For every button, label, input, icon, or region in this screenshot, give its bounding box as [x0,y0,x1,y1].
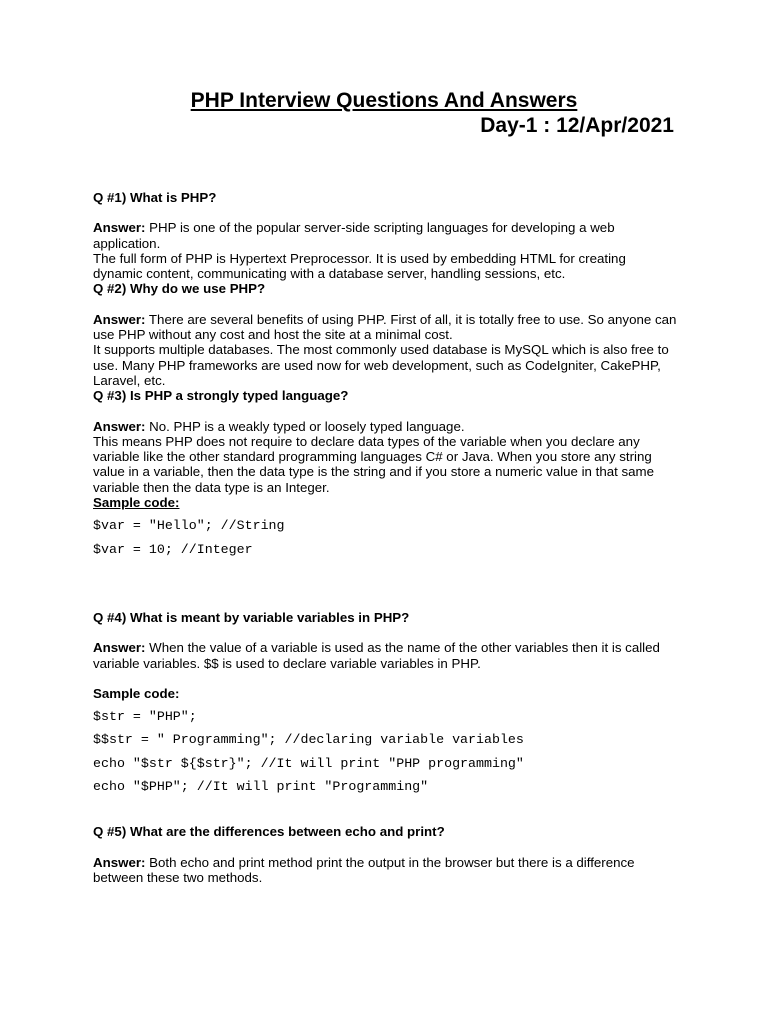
code-line: $str = "PHP"; [93,709,197,725]
answer-label: Answer: [93,640,146,656]
answer-4 [93,640,678,671]
answer-label: Answer: [93,311,146,327]
answer-1-text: PHP is one of the popular server-side scripting languages for developing a web application. [93,220,615,251]
question-5: Q #5) What are the differences between echo and print? [93,824,445,840]
code-line: echo "$str ${$str}"; //It will print "PHP programming" [93,755,524,771]
sample-code-label-4: Sample code: [93,685,180,701]
code-line: echo "$PHP"; //It will print "Programming" [93,779,429,795]
answer-5-text: Both echo and print method print the output in the browser but there is a difference between these two methods. [93,854,635,885]
answer-label: Answer: [93,854,146,870]
page-date: Day-1 : 12/Apr/2021 [480,114,674,137]
answer-3 [93,419,678,434]
answer-5 [93,855,678,886]
question-3: Q #3) Is PHP a strongly typed language? [93,388,349,404]
sample-code-label-3: Sample code: [93,495,180,511]
question-4: Q #4) What is meant by variable variables in PHP? [93,609,410,625]
answer-4-text: When the value of a variable is used as the name of the other variables then it is called variable variables. $$ is used to declare variable variables in PHP. [93,640,660,671]
question-2: Q #2) Why do we use PHP? [93,281,266,297]
answer-1 [93,220,678,251]
answer-label: Answer: [93,220,146,236]
code-line: $var = 10; //Integer [93,541,253,557]
answer-2-text: There are several benefits of using PHP. First of all, it is totally free to use. So anyone can use PHP without any cost and host the site at a minimal cost. [93,311,677,343]
page-title: PHP Interview Questions And Answers [190,89,578,112]
code-line: $var = "Hello"; //String [93,518,285,534]
document-body [93,190,678,885]
answer-1-extra: The full form of PHP is Hypertext Preprocessor. It is used by embedding HTML for creating dynamic content, communicating with a database server, handling sessions, etc. [93,250,626,282]
answer-label: Answer: [93,418,146,434]
question-1: Q #1) What is PHP? [93,190,217,205]
answer-3-text: No. PHP is a weakly typed or loosely typed language. [145,418,465,434]
answer-2 [93,312,678,343]
answer-3-extra: This means PHP does not require to declare data types of the variable when you declare any variable like the other standard programming languages C# or Java. When you store any string value in a variable, then the data type is the string and if you store a numeric value in that same variable then the data type is an Integer. [93,433,655,495]
code-line: $$str = " Programming"; //declaring variable variables [93,732,524,748]
answer-2-extra: It supports multiple databases. The most commonly used database is MySQL which is also free to use. Many PHP frameworks are used now for web development, such as CodeIgniter, CakePHP, Laravel, etc. [93,342,669,388]
